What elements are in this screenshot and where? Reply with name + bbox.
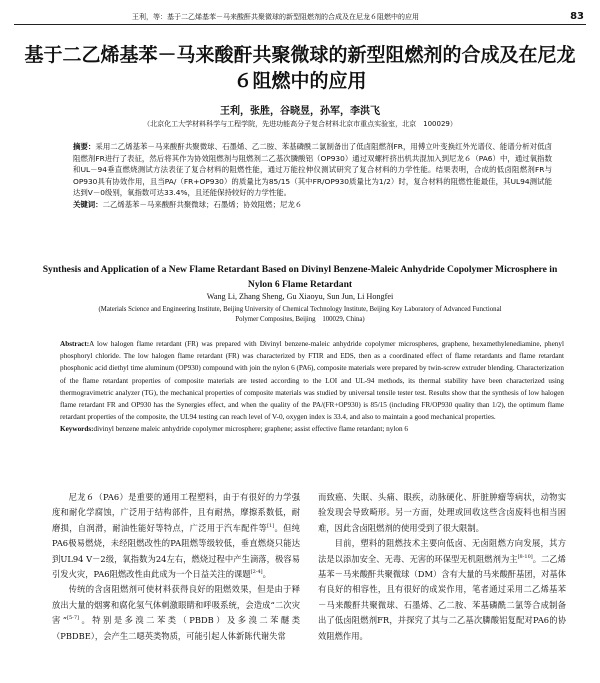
running-header: [14, 10, 586, 25]
english-abstract-label: Abstract:: [60, 340, 90, 348]
chinese-abstract-text: 采用二乙烯基苯－马来酸酐共聚微球、石墨烯、乙二胺、苯基磷酰二氯制备出了低卤阻燃剂FR，用傅立叶变换红外光谱仪、能谱分析对低卤阻燃剂FR进行了表征，然后将其作为协效阻燃剂与阻燃剂二乙基次膦酸铝（OP930）通过双螺杆挤出机共混加入到尼龙６（PA6）中，通过氧指数和UL－94垂直燃烧测试方法表征了复合材料的阻燃性能，通过万能拉伸仪测试研究了复合材料的力学性能。结果表明，合成的低卤阻燃剂FR与OP930具有协效作用，且当PA/（FR+OP930）的质量比为85/15（其中FR/OP930质量比为1/2）时，复合材料的阻燃性能最佳，其UL94测试能达到V－0级别，氧指数可达33.4%，且还能保持较好的力学性能。: [73, 142, 552, 198]
chinese-abstract-label: 摘要：: [73, 142, 96, 151]
english-keywords: [60, 423, 564, 435]
english-abstract-text: A low halogen flame retardant (FR) was prepared with Divinyl benzene-maleic anhydride copolymer microspheres, graphene, hexamethylenediamine, phenyl phosphoryl chloride. The low halogen flame retardant (FR) was characterized by FTIR and EDS, then as a coordinated effect of flame retardants and flame retardant phosphonic acid diethyl time aluminum (OP930) compound with join the nylon 6 (PA6), composite materials were prepared by twin-screw extruder blending. Characterization of the flame retardant properties of composite materials are tested according to the LOI and UL-94 methods, its thermal stability have been characterized using thermogravimetric analyzer (TG), the mechanical properties of composite materials was studied by universal tensile tester test. Results show that the synthesis of low halogen flame retardant FR and OP930 has the Synergies effect, and when the quality of the PA/(FR+OP930) is 85/15 (including FR/OP930 quality than 1/2), the optimum flame retardant properties of the composite, the UL94 testing can reach level of V-0, oxygen index is 33.4, and also to maintain a good mechanical properties.: [60, 340, 564, 422]
english-affiliation: (Materials Science and Engineering Institute, Beijing University of Chemical Technology Institute, Beijing Key Laboratory of Advanced Functional Polymer Composites, Beijing 100029, China): [98, 306, 502, 323]
body-text: 。: [262, 569, 271, 580]
chinese-abstract: [73, 141, 552, 211]
body-paragraph: [52, 490, 300, 582]
chinese-abstract-body: [73, 141, 552, 199]
citation: [5-7]: [67, 615, 79, 622]
citation: [2-4]: [250, 569, 263, 576]
citation: [1]: [267, 523, 275, 530]
body-text: 目前，塑料的阻燃技术主要向低卤、无卤阻燃方向发展，其方法是以添加安全、无毒、无害的环保型无机阻燃剂为主: [318, 538, 566, 564]
body-text: 。二乙烯基苯－马来酸酐共聚微球（DM）含有大量的马来酸酐基团，对基体有良好的相容性，且有很好的成炭作用，笔者通过采用二乙烯基苯－马来酸酐共聚微球、石墨烯、乙二胺、苯基磷酰二氯等合成制备出了低卤阻燃剂FR，并探究了其与二乙基次膦酸铝复配对PA6的协效阻燃作用。: [318, 553, 566, 641]
running-title: 王利，等：基于二乙烯基苯－马来酸酐共聚微球的新型阻燃剂的合成及在尼龙６阻燃中的应用: [132, 13, 419, 21]
body-paragraph: [318, 536, 566, 644]
page-number: 83: [570, 11, 584, 22]
citation: [8-10]: [517, 553, 533, 560]
english-keywords-text: divinyl benzene maleic anhydride copolymer microsphere; graphene; assist effective flame retardant; nylon 6: [93, 425, 408, 434]
chinese-affiliation: （北京化工大学材料科学与工程学院，先进功能高分子复合材料北京市重点实验室，北京 100029）: [143, 120, 457, 128]
body-text: 。特别是多溴二苯类（PBDB）及多溴二苯醚类（PBDBE），会产生二噁英类物质，可能引起人体新陈代谢失常: [52, 615, 300, 641]
body-paragraph: 而致癌、失眠、头痛、眼疾，动脉硬化、肝脏肿瘤等病状，动物实验发现会导致畸形。另一方面，处理或回收这些含卤废料也相当困难，因此含卤阻燃剂的使用受到了很大限制。: [318, 492, 566, 533]
body-text: 传统的含卤阻燃剂可使材料获得良好的阻燃效果，但是由于释放出大量的烟雾和腐化氢气体刺激眼睛和呼吸系统，会造成“二次灾害”: [52, 584, 300, 626]
chinese-authors: 王利，张胜，谷晓昱，孙军，李洪飞: [220, 106, 380, 117]
body-paragraph: [52, 582, 300, 644]
body-column-right: [318, 490, 566, 644]
english-abstract: [60, 338, 564, 436]
english-abstract-body: [60, 338, 564, 423]
english-keywords-label: Keywords:: [60, 425, 94, 434]
body-text: 尼龙６（PA6）是重要的通用工程塑料，由于有很好的力学强度和耐化学腐蚀，广泛用于结构部件，且有耐热，摩擦系数低，耐磨损，自润滑，耐油性能好等特点，广泛用于汽车配件等: [52, 492, 300, 533]
chinese-keywords-label: 关键词：: [73, 199, 103, 209]
english-title: Synthesis and Application of a New Flame Retardant Based on Divinyl Benzene-Maleic Anhydride Copolymer Microsphere in Nylon 6 Flame Retardant: [42, 264, 558, 290]
chinese-keywords-text: 二乙烯基苯－马来酸酐共聚微球；石墨烯；协效阻燃；尼龙６: [102, 199, 303, 209]
body-text: 。但纯PA6极易燃烧，未经阻燃改性的PA阻燃等级较低，垂直燃烧只能达到UL94 V－2级，氧指数为24左右，燃烧过程中产生滴落，极容易引发火灾，PA6阻燃改性由此成为一个日益关注的课题: [52, 522, 300, 580]
body-column-left: [52, 490, 300, 644]
chinese-title: 基于二乙烯基苯－马来酸酐共聚微球的新型阻燃剂的合成及在尼龙６阻燃中的应用: [24, 44, 576, 92]
english-authors: Wang Li, Zhang Sheng, Gu Xiaoyu, Sun Jun, Li Hongfei: [206, 292, 394, 301]
chinese-keywords: [73, 199, 552, 211]
